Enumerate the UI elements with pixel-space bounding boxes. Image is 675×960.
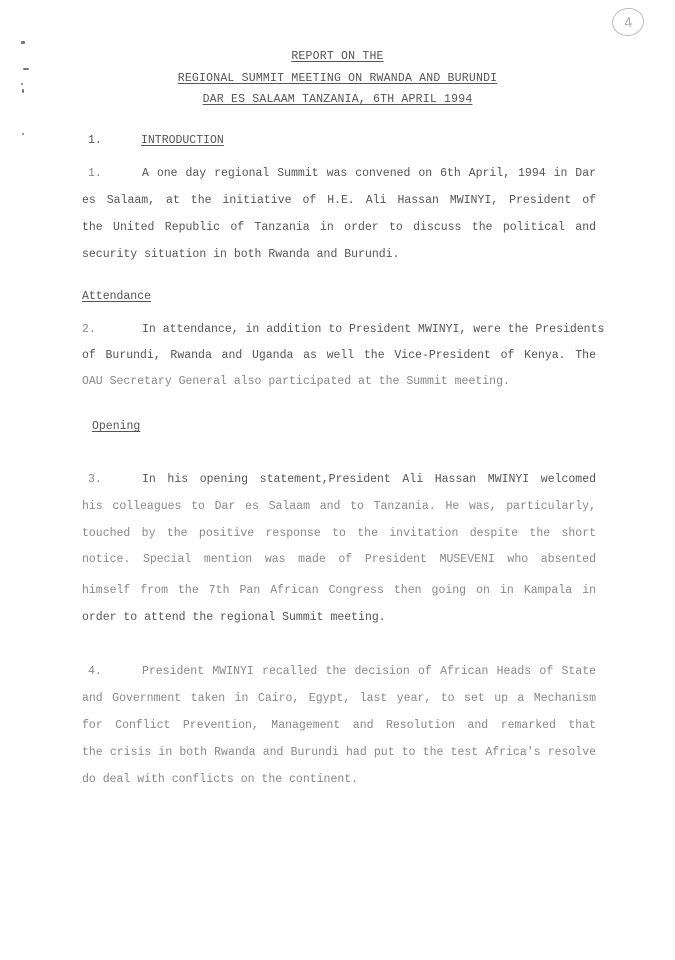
paragraph-3-line: order to attend the regional Summit meeting.	[82, 611, 386, 624]
margin-mark	[22, 133, 24, 135]
title-line-2: REGIONAL SUMMIT MEETING ON RWANDA AND BURUNDI	[177, 72, 498, 85]
subheading-attendance: Attendance	[82, 290, 152, 303]
paragraph-3-line: notice. Special mention was made of President MUSEVENI who absented	[82, 553, 596, 566]
paragraph-3-line: his colleagues to Dar es Salaam and to Tanzania. He was, particularly,	[82, 500, 596, 513]
paragraph-number: 2.	[82, 323, 96, 336]
paragraph-1-line: security situation in both Rwanda and Burundi.	[82, 248, 400, 261]
subheading-opening: Opening	[92, 420, 141, 433]
paragraph-2-line: of Burundi, Rwanda and Uganda as well the Vice-President of Kenya. The	[82, 349, 596, 362]
section-number: 1.	[88, 134, 102, 147]
paragraph-3-line: himself from the 7th Pan African Congress then going on in Kampala in	[82, 584, 596, 597]
margin-mark	[23, 68, 29, 70]
paragraph-4-line: for Conflict Prevention, Management and Resolution and remarked that	[82, 719, 596, 732]
paragraph-4-line: President MWINYI recalled the decision of African Heads of State	[142, 665, 596, 678]
paragraph-number: 3.	[88, 473, 102, 486]
paragraph-1-line: A one day regional Summit was convened on 6th April, 1994 in Dar	[142, 167, 596, 180]
paragraph-number: 1.	[88, 167, 102, 180]
paragraph-number: 4.	[88, 665, 102, 678]
title-line-3: DAR ES SALAAM TANZANIA, 6TH APRIL 1994	[202, 93, 473, 106]
paragraph-4-line: the crisis in both Rwanda and Burundi had put to the test Africa's resolve	[82, 746, 596, 759]
handwritten-page-number: 4	[610, 6, 646, 38]
title-line-1: REPORT ON THE	[291, 50, 384, 63]
margin-mark	[21, 41, 25, 44]
paragraph-1-line: the United Republic of Tanzania in order to discuss the political and	[82, 221, 596, 234]
paragraph-4-line: do deal with conflicts on the continent.	[82, 773, 359, 786]
paragraph-2-line: OAU Secretary General also participated at the Summit meeting.	[82, 375, 510, 388]
paragraph-3-line: In his opening statement,President Ali Hassan MWINYI welcomed	[142, 473, 596, 486]
paragraph-1-line: es Salaam, at the initiative of H.E. Ali Hassan MWINYI, President of	[82, 194, 596, 207]
section-heading-introduction: INTRODUCTION	[141, 134, 224, 147]
paragraph-3-line: touched by the positive response to the invitation despite the short	[82, 527, 596, 540]
paragraph-4-line: and Government taken in Cairo, Egypt, last year, to set up a Mechanism	[82, 692, 596, 705]
paragraph-2-line: In attendance, in addition to President MWINYI, were the Presidents	[142, 323, 605, 336]
